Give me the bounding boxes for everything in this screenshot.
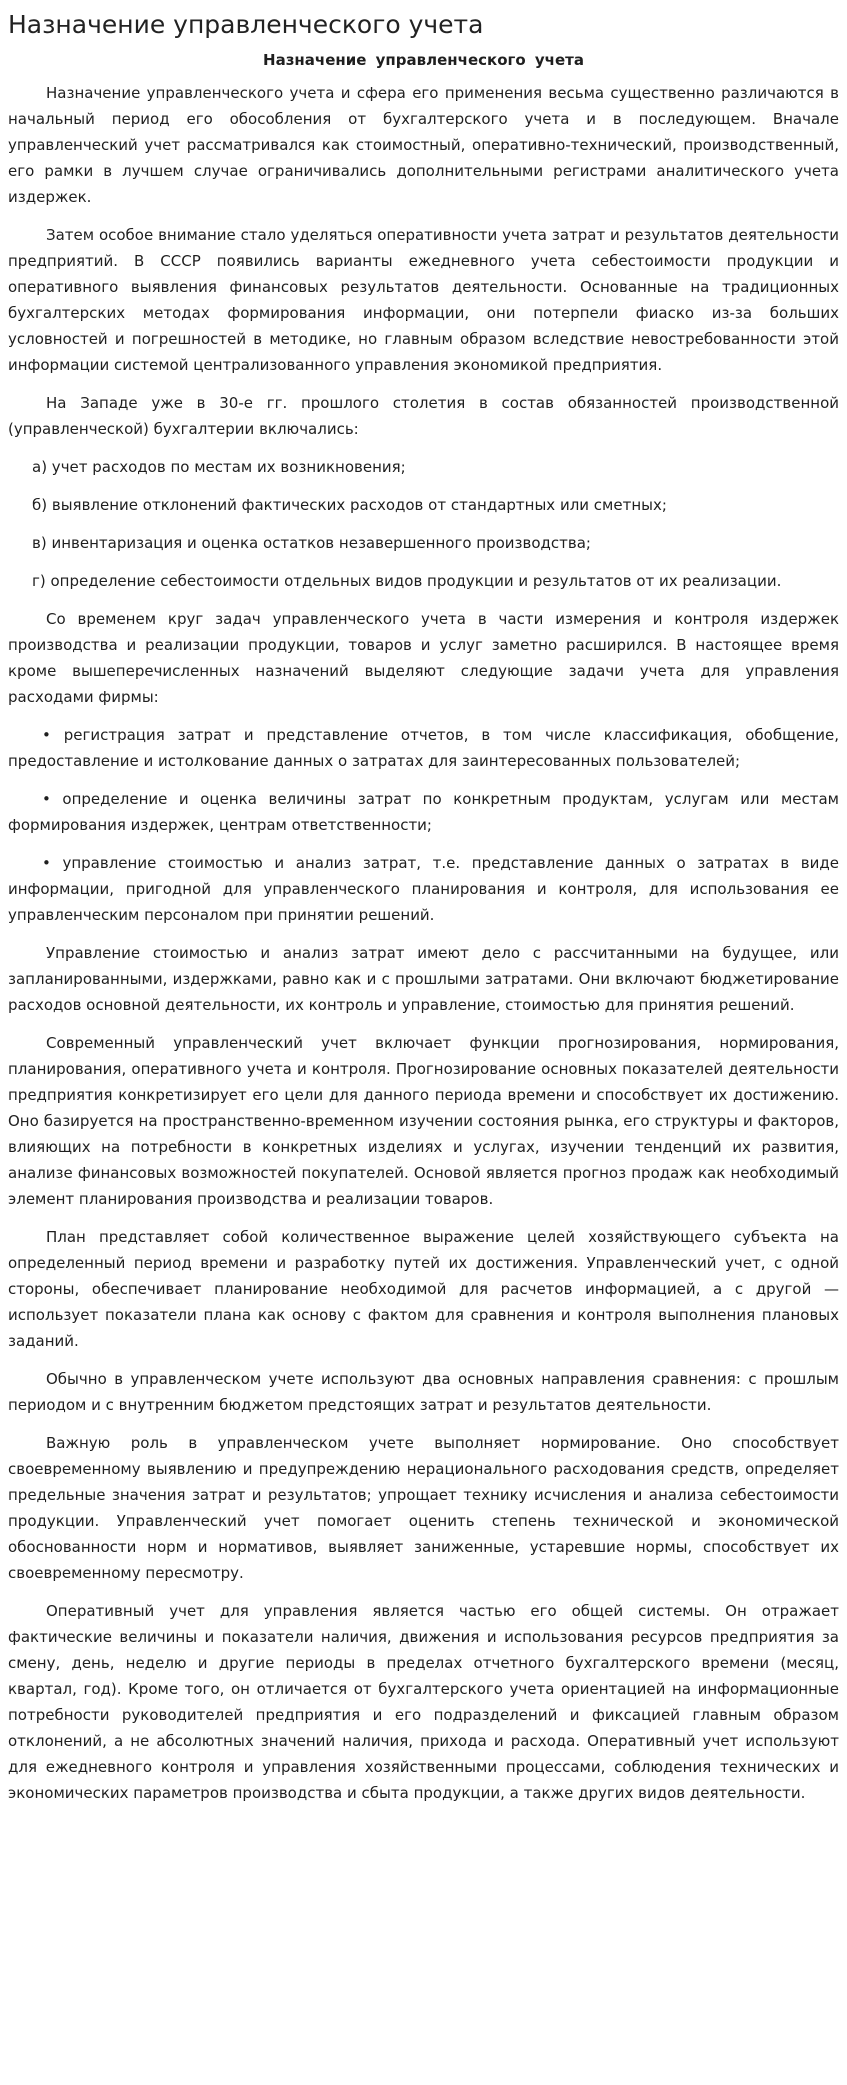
list-item-paragraph: а) учет расходов по местам их возникновения; (32, 458, 406, 476)
document-heading: Назначение управленческого учета (263, 51, 584, 69)
paragraph: План представляет собой количественное выражение целей хозяйствующего субъекта на определенный период времени и разработку путей их достижения. Управленческий учет, с одной стороны, обеспечивает планирование необходимой для расчетов информацией, а с другой — использует показатели плана как основу с фактом для сравнения и контроля выполнения плановых заданий. (8, 1228, 839, 1350)
paragraph: Затем особое внимание стало уделяться оперативности учета затрат и результатов деятельности предприятий. В СССР появились варианты ежедневного учета себестоимости продукции и оперативного выявления финансовых результатов деятельности. Основанные на традиционных бухгалтерских методах формирования информации, они потерпели фиаско из-за больших условностей и погрешностей в методике, но главным образом вследствие невостребованности этой информации системой централизованного управления экономикой предприятия. (8, 226, 839, 374)
paragraph: Управление стоимостью и анализ затрат имеют дело с рассчитанными на будущее, или запланированными, издержками, равно как и с прошлыми затратами. Они включают бюджетирование расходов основной деятельности, их контроль и управление, стоимостью для принятия решений. (8, 944, 839, 1014)
list-item-paragraph: в) инвентаризация и оценка остатков незавершенного производства; (32, 534, 591, 552)
paragraph: Современный управленческий учет включает функции прогнозирования, нормирования, планирования, оперативного учета и контроля. Прогнозирование основных показателей деятельности предприятия конкретизирует его цели для данного периода времени и способствует их достижению. Оно базируется на пространственно-временном изучении состояния рынка, его структуры и факторов, влияющих на потребности в конкретных изделиях и услугах, изучении тенденций их развития, анализе финансовых возможностей покупателей. Основой является прогноз продаж как необходимый элемент планирования производства и реализации товаров. (8, 1034, 839, 1208)
bullet-paragraph: • определение и оценка величины затрат по конкретным продуктам, услугам или местам формирования издержек, центрам ответственности; (8, 790, 839, 834)
paragraph: Со временем круг задач управленческого учета в части измерения и контроля издержек производства и реализации продукции, товаров и услуг заметно расширился. В настоящее время кроме вышеперечисленных назначений выделяют следующие задачи учета для управления расходами фирмы: (8, 610, 839, 706)
list-item-paragraph: б) выявление отклонений фактических расходов от стандартных или сметных; (32, 496, 667, 514)
document-body (8, 80, 839, 1806)
bullet-paragraph: • регистрация затрат и представление отчетов, в том числе классификация, обобщение, предоставление и истолкование данных о затратах для заинтересованных пользователей; (8, 726, 839, 770)
paragraph: Оперативный учет для управления является частью его общей системы. Он отражает фактические величины и показатели наличия, движения и использования ресурсов предприятия за смену, день, неделю и другие периоды в пределах отчетного бухгалтерского времени (месяц, квартал, год). Кроме того, он отличается от бухгалтерского учета ориентацией на информационные потребности руководителей предприятия и его подразделений и фиксацией главным образом отклонений, а не абсолютных значений наличия, прихода и расхода. Оперативный учет используют для ежедневного контроля и управления хозяйственными процессами, соблюдения технических и экономических параметров производства и сбыта продукции, а также других видов деятельности. (8, 1602, 839, 1802)
paragraph: Важную роль в управленческом учете выполняет нормирование. Оно способствует своевременному выявлению и предупреждению нерационального расходования средств, определяет предельные значения затрат и результатов; упрощает технику исчисления и анализа себестоимости продукции. Управленческий учет помогает оценить степень технической и экономической обоснованности норм и нормативов, выявляет заниженные, устаревшие нормы, способствует их своевременному пересмотру. (8, 1434, 839, 1582)
list-item-paragraph: г) определение себестоимости отдельных видов продукции и результатов от их реализации. (32, 572, 782, 590)
page-title: Назначение управленческого учета (8, 10, 484, 39)
paragraph: Назначение управленческого учета и сфера его применения весьма существенно различаются в начальный период его обособления от бухгалтерского учета и в последующем. Вначале управленческий учет рассматривался как стоимостный, оперативно-технический, производственный, его рамки в лучшем случае ограничивались дополнительными регистрами аналитического учета издержек. (8, 84, 839, 206)
paragraph: На Западе уже в 30-е гг. прошлого столетия в состав обязанностей производственной (управленческой) бухгалтерии включались: (8, 394, 839, 438)
paragraph: Обычно в управленческом учете используют два основных направления сравнения: с прошлым периодом и с внутренним бюджетом предстоящих затрат и результатов деятельности. (8, 1370, 839, 1414)
bullet-paragraph: • управление стоимостью и анализ затрат, т.е. представление данных о затратах в виде информации, пригодной для управленческого планирования и контроля, для использования ее управленческим персоналом при принятии решений. (8, 854, 839, 924)
